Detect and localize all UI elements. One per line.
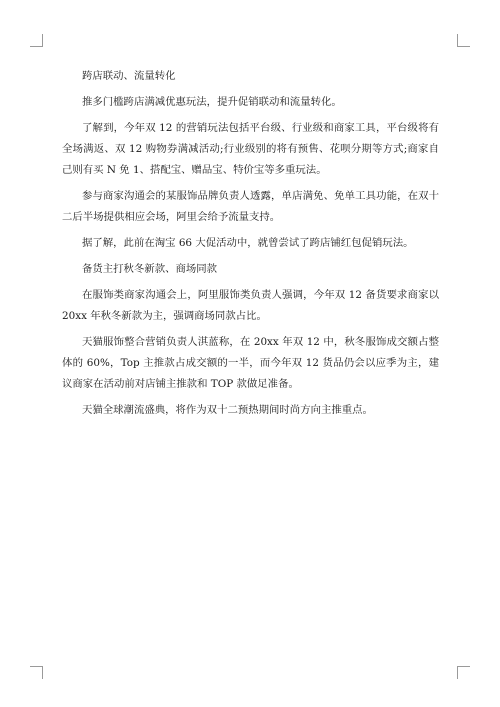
section-heading: 备货主打秋冬新款、商场同款 [82,263,218,275]
paragraph: 天猫全球潮流盛典，将作为双十二预热期间时尚方向主推重点。 [82,404,373,416]
paragraph: 推多门槛跨店满减优惠玩法，提升促销联动和流量转化。 [82,96,342,108]
section-heading: 跨店联动、流量转化 [82,70,176,82]
paragraph: 了解到，今年双 12 的营销玩法包括平台级、行业级和商家工具，平台级将有全场满返、双 12 购物券满减活动;行业级别的将有预售、花呗分期等方式;商家自己则有买 N 免 1、搭配宝、赠品宝、特价宝等多重玩法。 [62,122,439,176]
document-body [62,66,439,426]
paragraph: 参与商家沟通会的某服饰品牌负责人透露，单店满免、免单工具功能，在双十二后半场提供相应会场，阿里会给予流量支持。 [62,190,439,223]
paragraph: 据了解，此前在淘宝 66 大促活动中，就曾尝试了跨店铺红包促销玩法。 [82,237,414,249]
crop-mark-top-left [30,34,43,47]
paragraph: 在服饰类商家沟通会上，阿里服饰类负责人强调，今年双 12 备货要求商家以20xx 年秋冬新款为主，强调商场同款占比。 [62,289,439,322]
crop-mark-bottom-right [457,666,470,679]
crop-mark-top-right [457,34,470,47]
paragraph: 天猫服饰整合营销负责人淇蓝称，在 20xx 年双 12 中，秋冬服饰成交额占整体的 60%，Top 主推款占成交额的一半，而今年双 12 货品仍会以应季为主，建议商家在活动前对店铺主推款和 TOP 款做足准备。 [62,336,439,390]
crop-mark-bottom-left [30,666,43,679]
